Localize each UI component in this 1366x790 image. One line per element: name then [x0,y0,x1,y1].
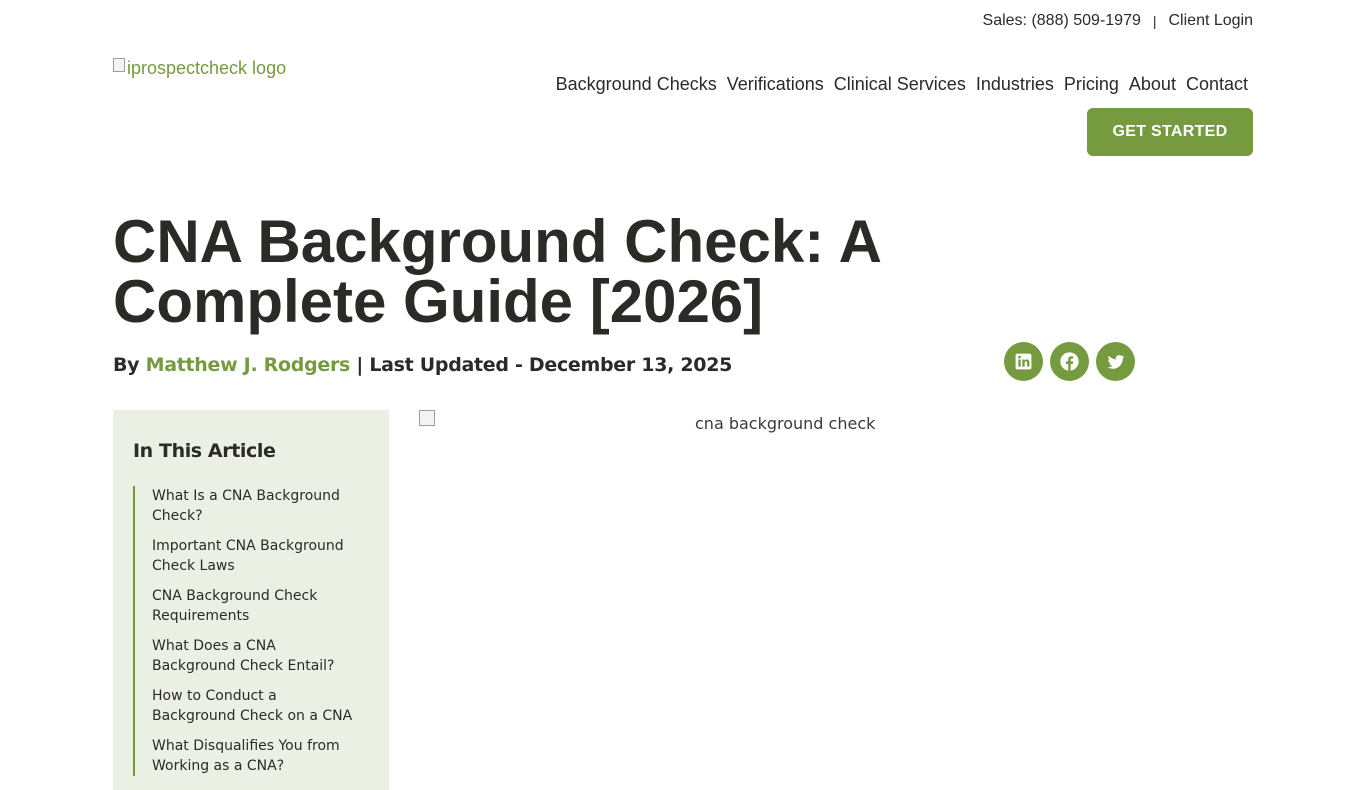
broken-image-icon [113,58,125,72]
nav-background-checks[interactable]: Background Checks [555,74,717,94]
share-twitter-button[interactable] [1096,342,1135,381]
twitter-icon [1106,352,1126,372]
share-linkedin-button[interactable] [1004,342,1043,381]
logo-alt-text: iprospectcheck logo [127,58,287,78]
main-nav [556,74,1248,95]
toc-item-what-is[interactable]: What Is a CNA Background Check? [152,488,340,524]
social-share [1004,342,1135,381]
nav-contact[interactable]: Contact [1185,74,1248,94]
topbar-separator: | [1152,13,1157,29]
toc-item-entail[interactable]: What Does a CNA Background Check Entail? [152,638,335,674]
nav-pricing[interactable]: Pricing [1063,74,1119,94]
get-started-button[interactable]: GET STARTED [1087,108,1253,156]
facebook-icon [1059,351,1080,372]
client-login-link[interactable]: Client Login [1168,12,1253,29]
share-facebook-button[interactable] [1050,342,1089,381]
nav-verifications[interactable]: Verifications [726,74,824,94]
byline-prefix: By [113,354,140,376]
toc-heading: In This Article [133,440,276,462]
site-logo[interactable] [113,58,286,79]
toc-item-how-to[interactable]: How to Conduct a Background Check on a CNA [152,688,353,724]
article-title: CNA Background Check: A Complete Guide [2026] [113,208,880,335]
toc-item-laws[interactable]: Important CNA Background Check Laws [152,538,344,574]
nav-industries[interactable]: Industries [975,74,1054,94]
hero-alt-text: cna background check [695,414,876,433]
nav-about[interactable]: About [1128,74,1176,94]
article-byline [113,354,732,376]
toc-item-requirements[interactable]: CNA Background Check Requirements [152,588,318,624]
broken-image-icon [419,410,435,426]
last-updated: | Last Updated - December 13, 2025 [356,354,733,376]
nav-clinical-services[interactable]: Clinical Services [833,74,966,94]
sales-phone-link[interactable]: Sales: (888) 509-1979 [982,12,1141,29]
hero-image [419,410,875,433]
linkedin-icon [1014,352,1033,371]
top-utility-bar [983,12,1253,30]
toc-item-disqualifies[interactable]: What Disqualifies You from Working as a CNA? [152,738,340,774]
toc-list [133,486,369,776]
author-link[interactable]: Matthew J. Rodgers [145,354,351,376]
table-of-contents [113,410,389,790]
